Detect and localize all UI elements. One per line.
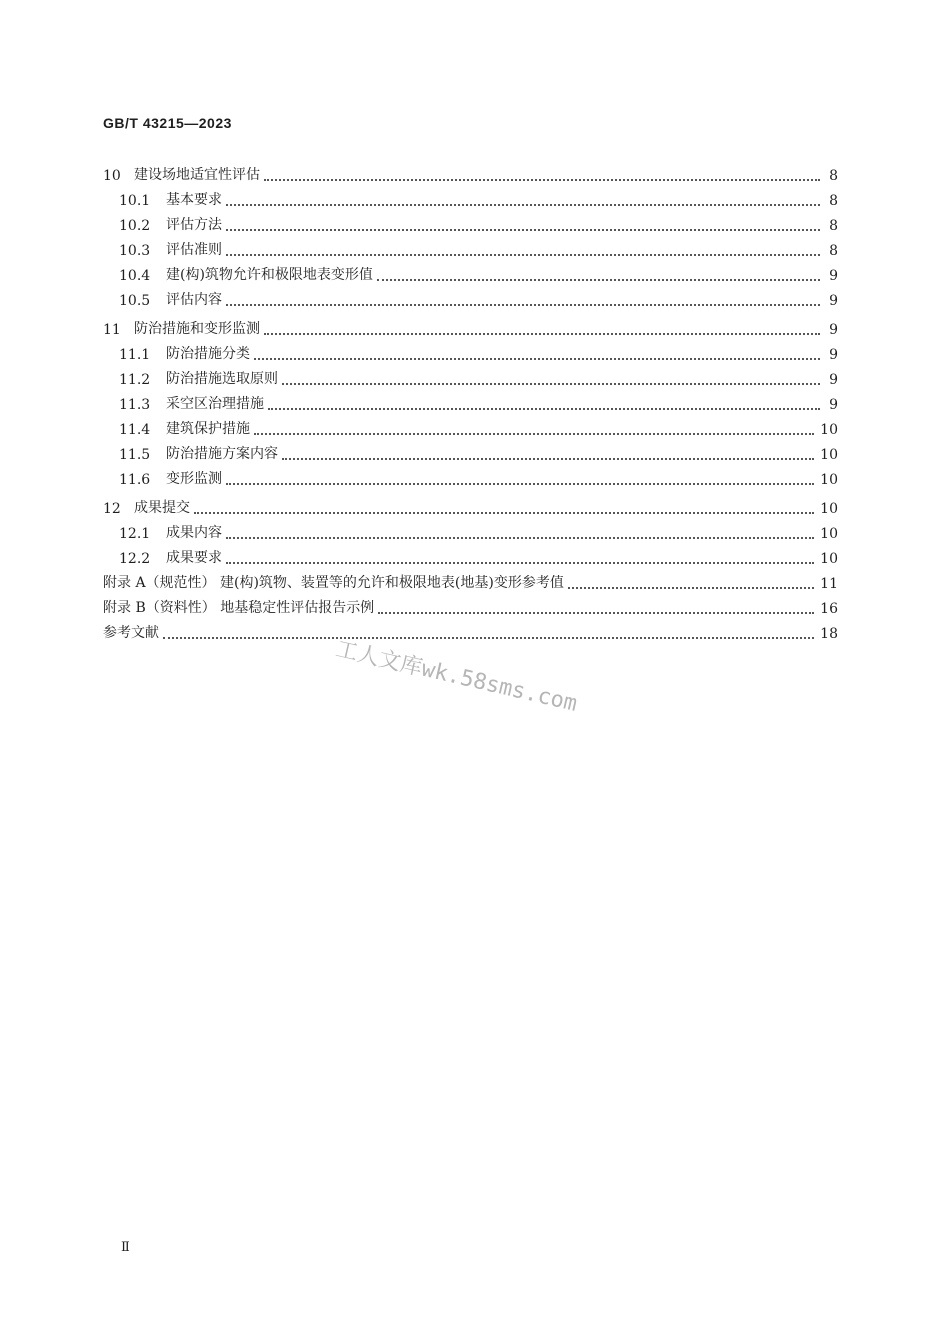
toc-entry-page: 9	[829, 268, 838, 284]
toc-entry-page: 10	[820, 501, 838, 517]
toc-entry-title: 采空区治理措施	[166, 396, 264, 412]
toc-entry-page: 9	[829, 322, 838, 338]
toc-entry-title: 评估方法	[166, 217, 222, 233]
toc-entry-title: 参考文献	[103, 625, 159, 641]
toc-entry[interactable]	[103, 517, 838, 542]
toc-entry-page: 9	[829, 372, 838, 388]
toc-dot-leader	[254, 432, 814, 435]
toc-entry-number: 10	[103, 168, 121, 184]
toc-entry[interactable]	[103, 492, 838, 517]
toc-entry-title: 成果要求	[166, 550, 222, 566]
toc-entry[interactable]	[103, 438, 838, 463]
toc-entry[interactable]	[103, 413, 838, 438]
toc-dot-leader	[226, 203, 820, 206]
toc-dot-leader	[226, 482, 814, 485]
toc-dot-leader	[282, 457, 814, 460]
toc-entry-page: 9	[829, 347, 838, 363]
toc-dot-leader	[378, 611, 814, 614]
toc-entry-page: 10	[820, 551, 838, 567]
toc-entry[interactable]	[103, 313, 838, 338]
toc-entry[interactable]	[103, 234, 838, 259]
toc-dot-leader	[194, 511, 814, 514]
toc-entry-page: 9	[829, 397, 838, 413]
toc-entry[interactable]	[103, 463, 838, 488]
toc-entry[interactable]	[103, 388, 838, 413]
toc-entry-page: 10	[820, 472, 838, 488]
toc-entry-number: 11.2	[119, 372, 151, 388]
toc-entry-number: 11.1	[119, 347, 151, 363]
toc-entry-title: 附录 A（规范性） 建(构)筑物、装置等的允许和极限地表(地基)变形参考值	[103, 575, 564, 591]
toc-entry-title: 变形监测	[166, 471, 222, 487]
toc-entry-title: 建(构)筑物允许和极限地表变形值	[166, 267, 373, 283]
toc-dot-leader	[264, 178, 820, 181]
toc-entry-page: 10	[820, 526, 838, 542]
toc-entry-title: 基本要求	[166, 192, 222, 208]
toc-entry[interactable]	[103, 617, 838, 642]
toc-entry[interactable]	[103, 259, 838, 284]
toc-entry-title: 防治措施分类	[166, 346, 250, 362]
toc-entry-page: 16	[820, 601, 838, 617]
toc-entry-number: 12.1	[119, 526, 151, 542]
toc-entry-number: 10.5	[119, 293, 151, 309]
toc-entry[interactable]	[103, 284, 838, 309]
toc-dot-leader	[254, 357, 820, 360]
toc-entry-title: 成果提交	[134, 500, 190, 516]
toc-entry-title: 建筑保护措施	[166, 421, 250, 437]
toc-entry-number: 10.4	[119, 268, 151, 284]
toc-dot-leader	[163, 636, 814, 639]
toc-entry-title: 建设场地适宜性评估	[134, 167, 260, 183]
toc-dot-leader	[568, 586, 814, 589]
toc-entry-page: 8	[829, 193, 838, 209]
toc-entry-title: 成果内容	[166, 525, 222, 541]
toc-entry[interactable]	[103, 567, 838, 592]
toc-entry-title: 防治措施方案内容	[166, 446, 278, 462]
toc-entry-number: 10.1	[119, 193, 151, 209]
toc-entry-page: 8	[829, 243, 838, 259]
toc-entry-title: 评估准则	[166, 242, 222, 258]
toc-entry-page: 8	[829, 168, 838, 184]
toc-entry-page: 9	[829, 293, 838, 309]
toc-entry-title: 防治措施和变形监测	[134, 321, 260, 337]
toc-entry-number: 11.4	[119, 422, 151, 438]
toc-dot-leader	[226, 536, 814, 539]
toc-dot-leader	[226, 303, 820, 306]
toc-entry-page: 18	[820, 626, 838, 642]
toc-entry-title: 评估内容	[166, 292, 222, 308]
toc-entry-number: 12	[103, 501, 121, 517]
toc-entry[interactable]	[103, 184, 838, 209]
page-number-footer: Ⅱ	[121, 1240, 130, 1255]
toc-dot-leader	[264, 332, 820, 335]
toc-entry-number: 11.3	[119, 397, 151, 413]
table-of-contents	[103, 155, 838, 642]
toc-entry-title: 防治措施选取原则	[166, 371, 278, 387]
watermark-text: 工人文库wk.58sms.com	[333, 636, 580, 717]
toc-dot-leader	[268, 407, 820, 410]
toc-entry[interactable]	[103, 592, 838, 617]
toc-entry-number: 12.2	[119, 551, 151, 567]
toc-entry[interactable]	[103, 209, 838, 234]
toc-entry-number: 10.2	[119, 218, 151, 234]
toc-dot-leader	[226, 228, 820, 231]
toc-dot-leader	[226, 253, 820, 256]
toc-dot-leader	[377, 278, 820, 281]
standard-code: GB/T 43215—2023	[103, 115, 232, 131]
toc-entry-page: 10	[820, 447, 838, 463]
toc-entry[interactable]	[103, 363, 838, 388]
toc-entry-number: 11	[103, 322, 121, 338]
toc-entry[interactable]	[103, 338, 838, 363]
toc-dot-leader	[226, 561, 814, 564]
toc-entry[interactable]	[103, 542, 838, 567]
toc-entry-page: 10	[820, 422, 838, 438]
toc-entry[interactable]	[103, 159, 838, 184]
toc-entry-page: 8	[829, 218, 838, 234]
toc-entry-number: 10.3	[119, 243, 151, 259]
toc-entry-title: 附录 B（资料性） 地基稳定性评估报告示例	[103, 600, 375, 616]
toc-dot-leader	[282, 382, 820, 385]
toc-entry-number: 11.6	[119, 472, 151, 488]
toc-entry-number: 11.5	[119, 447, 151, 463]
toc-entry-page: 11	[820, 576, 838, 592]
